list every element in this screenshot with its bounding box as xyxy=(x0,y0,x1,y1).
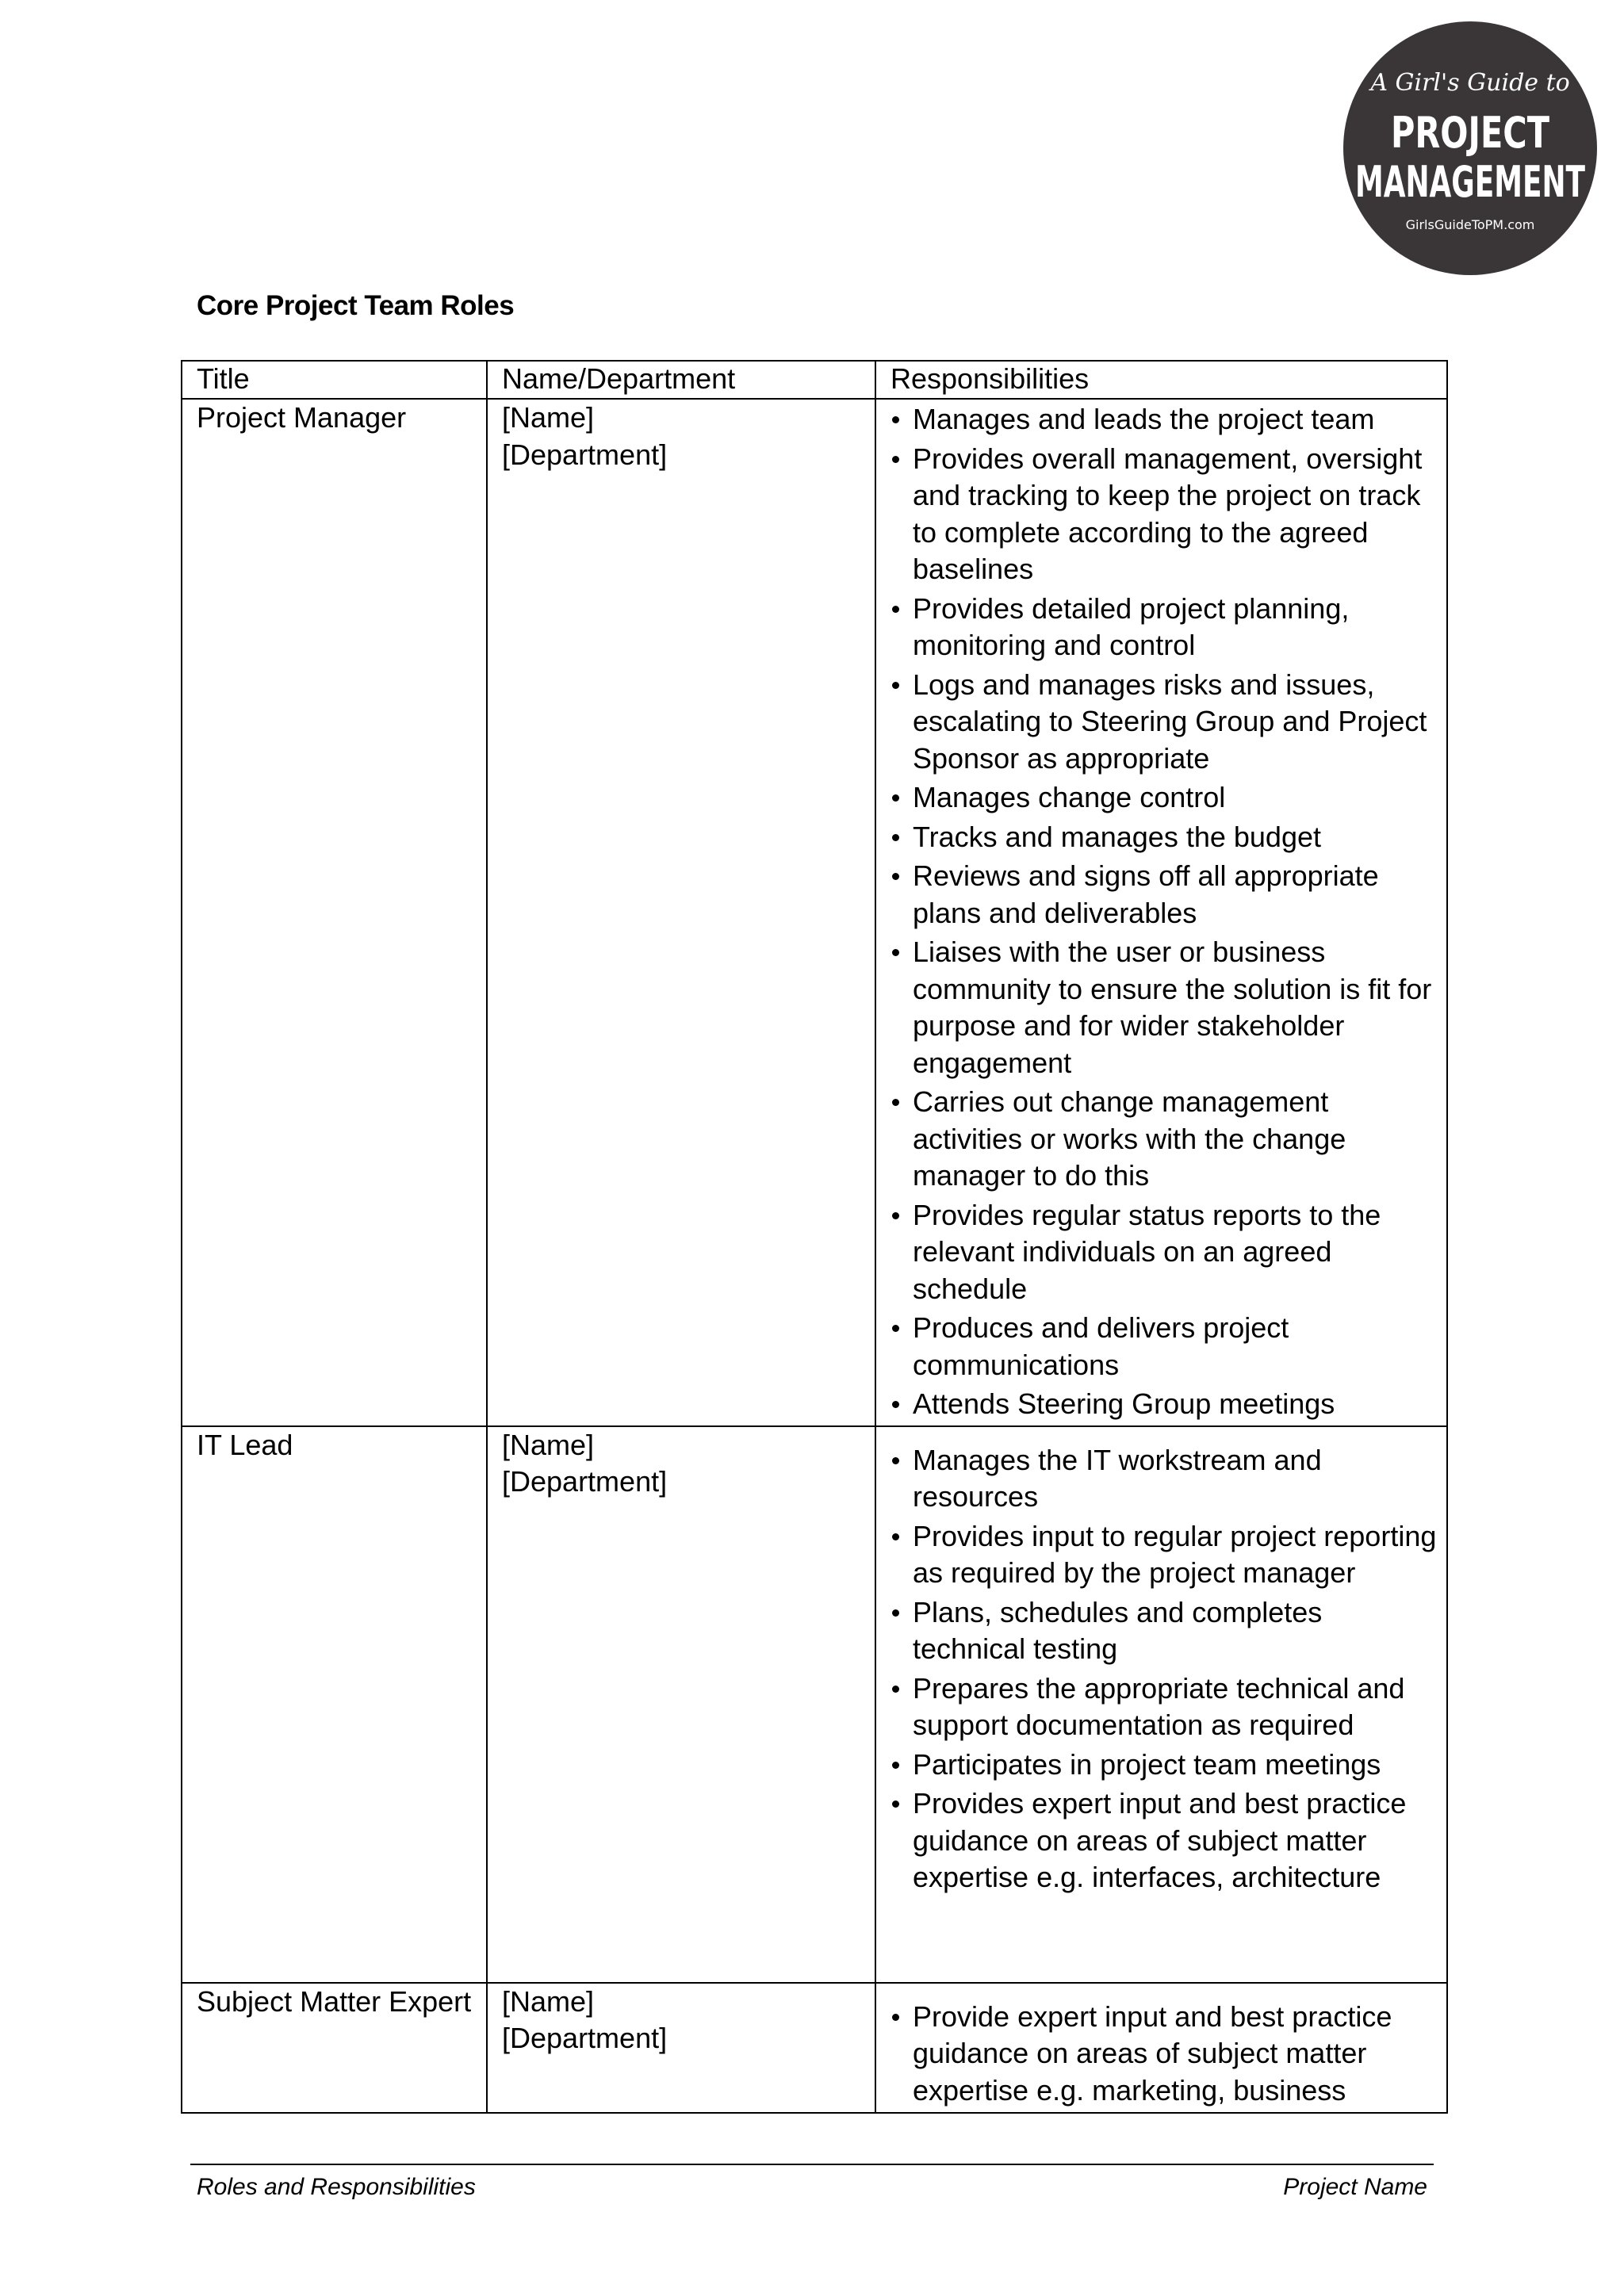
list-item: Provide expert input and best practice guidance on areas of subject matter expertise e.g. marketing, business xyxy=(891,1999,1446,2110)
header-name-department: Name/Department xyxy=(487,361,875,399)
role-title: Project Manager xyxy=(182,399,487,1426)
logo-tagline: A Girl's Guide to xyxy=(1370,69,1570,97)
name-placeholder: [Name] xyxy=(502,1984,595,2018)
table-row xyxy=(182,1983,1447,2113)
department-placeholder: [Department] xyxy=(502,1465,668,1498)
header-responsibilities: Responsibilities xyxy=(875,361,1447,399)
role-name-department xyxy=(487,1983,875,2113)
list-item: Reviews and signs off all appropriate plans and deliverables xyxy=(891,858,1446,932)
list-item: Participates in project team meetings xyxy=(891,1747,1446,1784)
list-item: Prepares the appropriate technical and support documentation as required xyxy=(891,1670,1446,1744)
logo xyxy=(1336,21,1604,277)
department-placeholder: [Department] xyxy=(502,438,668,471)
list-item: Carries out change management activities or works with the change manager to do this xyxy=(891,1084,1446,1195)
list-item: Liaises with the user or business community to ensure the solution is fit for purpose and for wider stakeholder engagement xyxy=(891,934,1446,1081)
responsibility-list xyxy=(891,1442,1446,1896)
table-header-row xyxy=(182,361,1447,399)
roles-table xyxy=(181,360,1448,2114)
logo-url: GirlsGuideToPM.com xyxy=(1405,217,1535,232)
logo-badge xyxy=(1336,21,1604,277)
footer-divider xyxy=(190,2164,1434,2165)
logo-word-project: PROJECT xyxy=(1391,108,1550,158)
department-placeholder: [Department] xyxy=(502,2022,668,2054)
role-responsibilities xyxy=(875,1426,1447,1983)
list-item: Provides expert input and best practice guidance on areas of subject matter expertise e.g. interfaces, architecture xyxy=(891,1785,1446,1896)
logo-word-management: MANAGEMENT xyxy=(1355,157,1586,207)
role-responsibilities xyxy=(875,1983,1447,2113)
list-item: Provides input to regular project reporting as required by the project manager xyxy=(891,1518,1446,1592)
role-title: Subject Matter Expert xyxy=(182,1983,487,2113)
list-item: Provides regular status reports to the relevant individuals on an agreed schedule xyxy=(891,1197,1446,1308)
name-placeholder: [Name] xyxy=(502,401,595,434)
list-item: Provides overall management, oversight and tracking to keep the project on track to complete according to the agreed baselines xyxy=(891,441,1446,588)
role-name-department xyxy=(487,399,875,1426)
page-heading: Core Project Team Roles xyxy=(197,290,515,321)
list-item: Produces and delivers project communications xyxy=(891,1310,1446,1383)
footer-document-title: Roles and Responsibilities xyxy=(197,2174,476,2200)
list-item: Manages and leads the project team xyxy=(891,401,1446,438)
table-row xyxy=(182,1426,1447,1983)
responsibility-list xyxy=(891,401,1446,1423)
list-item: Manages change control xyxy=(891,779,1446,817)
list-item: Provides detailed project planning, monitoring and control xyxy=(891,591,1446,664)
list-item: Attends Steering Group meetings xyxy=(891,1386,1446,1423)
list-item: Tracks and manages the budget xyxy=(891,819,1446,856)
role-name-department xyxy=(487,1426,875,1983)
table-row xyxy=(182,399,1447,1426)
header-title: Title xyxy=(182,361,487,399)
name-placeholder: [Name] xyxy=(502,1428,595,1461)
list-item: Plans, schedules and completes technical testing xyxy=(891,1594,1446,1668)
list-item: Logs and manages risks and issues, escalating to Steering Group and Project Sponsor as appropriate xyxy=(891,667,1446,778)
footer-project-name: Project Name xyxy=(1283,2174,1427,2200)
responsibility-list xyxy=(891,1999,1446,2110)
list-item: Manages the IT workstream and resources xyxy=(891,1442,1446,1516)
role-responsibilities xyxy=(875,399,1447,1426)
role-title: IT Lead xyxy=(182,1426,487,1983)
